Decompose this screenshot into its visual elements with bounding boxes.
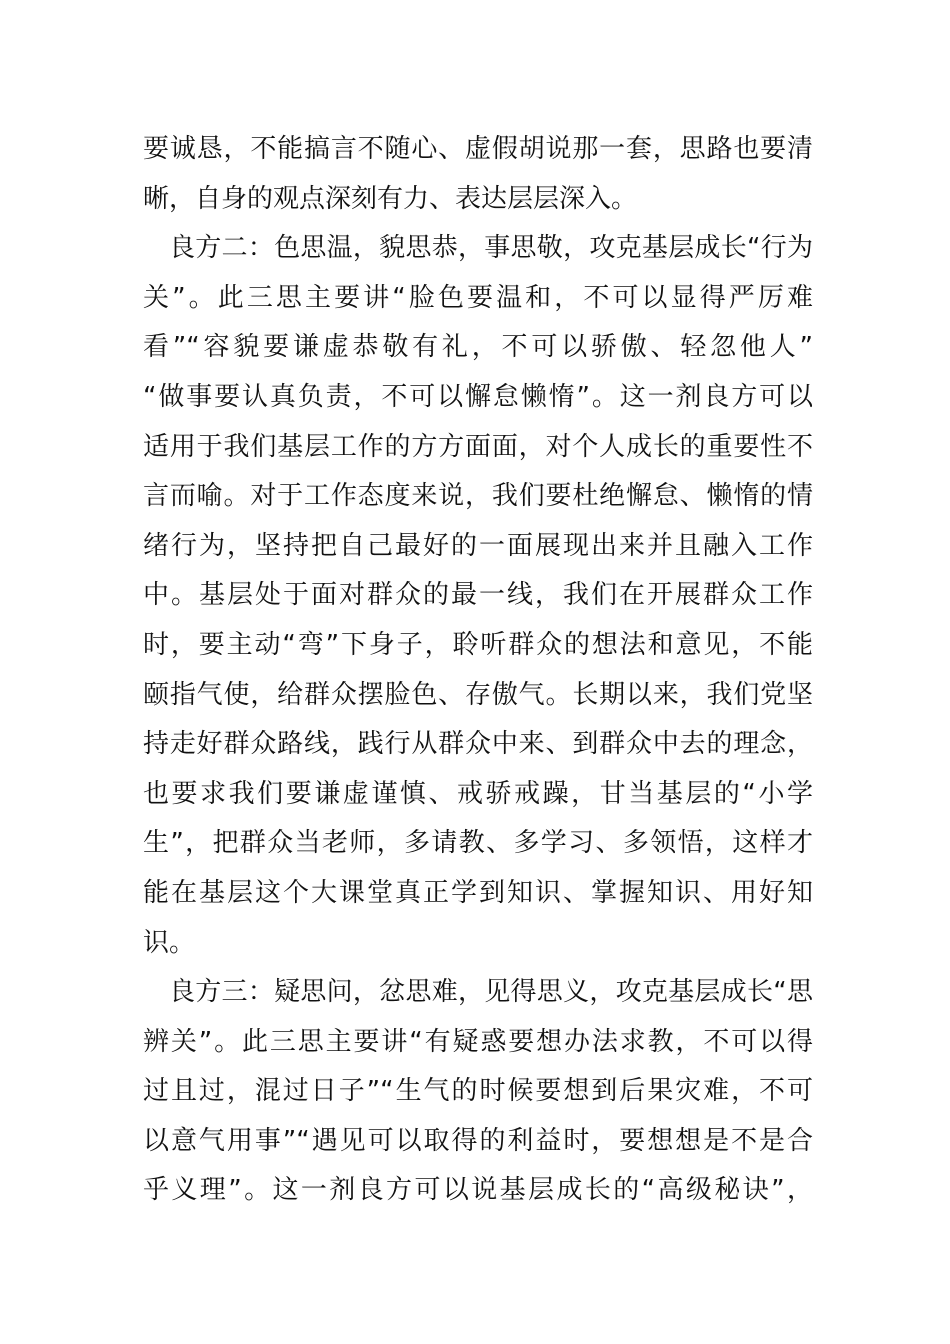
text-line: 言而喻。对于工作态度来说，我们要杜绝懈怠、懒惰的情	[143, 481, 813, 512]
paragraph-start-line: 良方三：疑思问，忿思难，见得思义，攻克基层成长“思	[169, 977, 813, 1008]
text-line: 识。	[143, 927, 196, 958]
paragraph-start-line: 良方二：色思温，貌思恭，事思敬，攻克基层成长“行为	[169, 233, 813, 264]
body-text	[143, 125, 813, 1216]
text-line: 颐指气使，给群众摆脸色、存傲气。长期以来，我们党坚	[143, 679, 813, 710]
text-line: 以意气用事”“遇见可以取得的利益时，要想想是不是合	[143, 1125, 813, 1156]
text-line: 中。基层处于面对群众的最一线，我们在开展群众工作	[143, 580, 813, 611]
text-line: 辨关”。此三思主要讲“有疑惑要想办法求教，不可以得	[143, 1026, 813, 1057]
text-line: 绪行为，坚持把自己最好的一面展现出来并且融入工作	[143, 530, 813, 561]
text-line: 也要求我们要谦虚谨慎、戒骄戒躁，甘当基层的“小学	[143, 778, 813, 809]
text-line: 乎义理”。这一剂良方可以说基层成长的“高级秘诀”，	[143, 1175, 813, 1206]
text-line: 过且过，混过日子”“生气的时候要想到后果灾难，不可	[143, 1076, 813, 1107]
text-line: 持走好群众路线，践行从群众中来、到群众中去的理念，	[143, 729, 813, 760]
text-line: “做事要认真负责，不可以懈怠懒惰”。这一剂良方可以	[143, 381, 813, 412]
text-line: 晰，自身的观点深刻有力、表达层层深入。	[143, 183, 638, 214]
text-line: 能在基层这个大课堂真正学到知识、掌握知识、用好知	[143, 877, 813, 908]
text-line: 适用于我们基层工作的方方面面，对个人成长的重要性不	[143, 431, 813, 462]
text-line: 时，要主动“弯”下身子，聆听群众的想法和意见，不能	[143, 629, 813, 660]
text-line: 关”。此三思主要讲“脸色要温和，不可以显得严厉难	[143, 282, 813, 313]
text-line: 生”，把群众当老师，多请教、多学习、多领悟，这样才	[143, 828, 813, 859]
text-line: 要诚恳，不能搞言不随心、虚假胡说那一套，思路也要清	[143, 134, 813, 164]
text-line: 看”“容貌要谦虚恭敬有礼，不可以骄傲、轻忽他人”	[143, 332, 813, 363]
